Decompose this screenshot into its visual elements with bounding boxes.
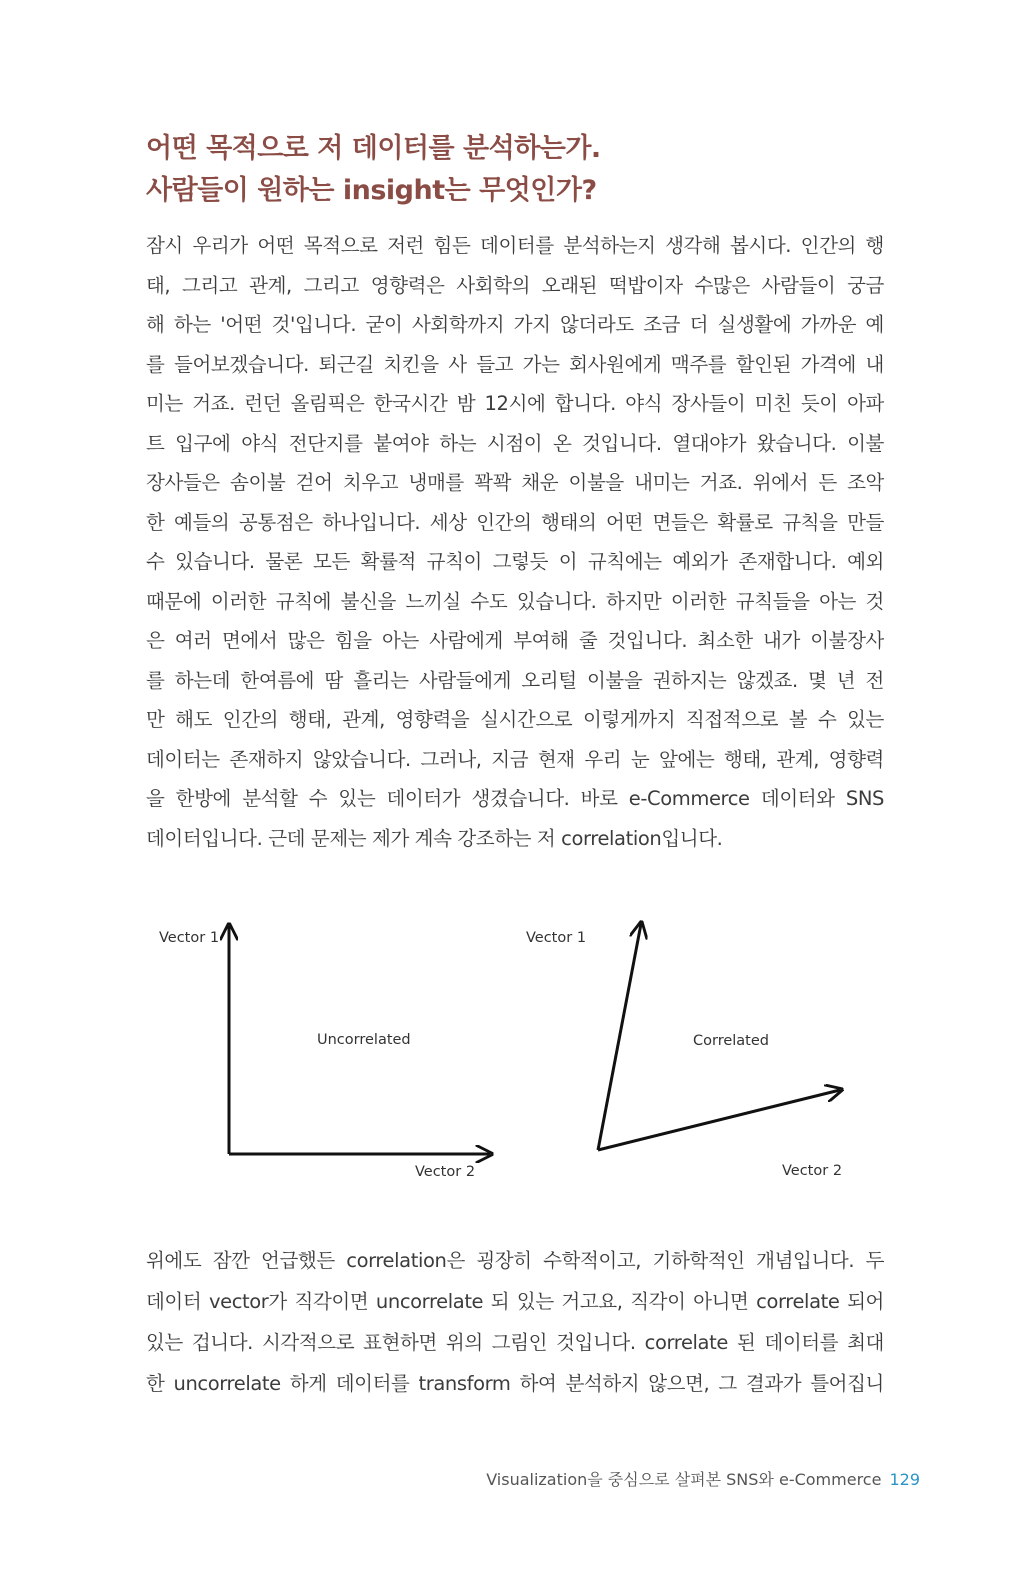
correlated-label: Correlated: [693, 1033, 769, 1049]
body-paragraph-2: [146, 1240, 884, 1404]
paragraph-line: 데이터입니다. 근데 문제는 제가 계속 강조하는 저 correlation입니다.: [146, 826, 723, 850]
uncorrelated-diagram: [159, 926, 490, 1180]
paragraph-line: 미는 거죠. 런던 올림픽은 한국시간 밤 12시에 합니다. 야식 장사들이 미친 듯이 아파: [146, 392, 884, 415]
page-number: 129: [889, 1470, 920, 1489]
paragraph-line: 태, 그리고 관계, 그리고 영향력은 사회학의 오래된 떡밥이자 수많은 사람들이 궁금: [146, 273, 884, 297]
paragraph-line: 한 예들의 공통점은 하나입니다. 세상 인간의 행태의 어떤 면들은 확률로 규칙을 만들: [146, 510, 884, 534]
paragraph-line: 를 하는데 한여름에 땀 흘리는 사람들에게 오리털 이불을 권하지는 않겠죠. 몇 년 전: [146, 668, 884, 692]
right-vector-1-label: Vector 1: [526, 930, 587, 946]
paragraph-line: 한 uncorrelate 하게 데이터를 transform 하여 분석하지 않으면, 그 결과가 틀어집니: [146, 1372, 884, 1395]
paragraph-line: 은 여러 면에서 많은 힘을 아는 사람에게 부여해 줄 것입니다. 최소한 내가 이불장사: [146, 629, 884, 652]
paragraph-line: 트 입구에 야식 전단지를 붙여야 하는 시점이 온 것입니다. 열대야가 왔습니다. 이불: [146, 431, 884, 455]
right-vector-1-arrow: [598, 924, 641, 1150]
paragraph-line: 해 하는 '어떤 것'입니다. 굳이 사회학까지 가지 않더라도 조금 더 실생활에 가까운 예: [146, 313, 884, 336]
body-paragraph-1: [146, 226, 884, 858]
paragraph-line: 수 있습니다. 물론 모든 확률적 규칙이 그렇듯 이 규칙에는 예외가 존재합니다. 예외: [146, 550, 884, 573]
paragraph-line: 장사들은 솜이불 걷어 치우고 냉매를 꽉꽉 채운 이불을 내미는 거죠. 위에서 든 조악: [146, 471, 884, 494]
footer-book-title: Visualization을 중심으로 살펴본 SNS와 e-Commerce: [486, 1470, 882, 1489]
heading-line-1: 어떤 목적으로 저 데이터를 분석하는가.: [146, 133, 601, 164]
paragraph-line: 데이터는 존재하지 않았습니다. 그러나, 지금 현재 우리 눈 앞에는 행태, 관계, 영향력: [146, 747, 884, 771]
section-heading: [146, 128, 906, 212]
paragraph-line: 때문에 이러한 규칙에 불신을 느끼실 수도 있습니다. 하지만 이러한 규칙들을 아는 것: [146, 589, 884, 613]
page-footer: [380, 1467, 920, 1491]
left-vector-1-label: Vector 1: [159, 930, 220, 946]
paragraph-line: 있는 겁니다. 시각적으로 표현하면 위의 그림인 것입니다. correlate 된 데이터를 최대: [146, 1331, 884, 1354]
paragraph-line: 잠시 우리가 어떤 목적으로 저런 힘든 데이터를 분석하는지 생각해 봅시다. 인간의 행: [146, 234, 884, 257]
paragraph-line: 위에도 잠깐 언급했든 correlation은 굉장히 수학적이고, 기하학적인 개념입니다. 두: [146, 1249, 884, 1272]
correlation-figure: [150, 910, 870, 1200]
right-vector-2-label: Vector 2: [782, 1163, 843, 1179]
paragraph-line: 을 한방에 분석할 수 있는 데이터가 생겼습니다. 바로 e-Commerce 데이터와 SNS: [146, 787, 884, 810]
paragraph-line: 데이터 vector가 직각이면 uncorrelate 되 있는 거고요, 직각이 아니면 correlate 되어: [146, 1290, 884, 1313]
left-vector-2-label: Vector 2: [415, 1164, 476, 1180]
paragraph-line: 만 해도 인간의 행태, 관계, 영향력을 실시간으로 이렇게까지 직접적으로 볼 수 있는: [146, 708, 884, 731]
paragraph-line: 를 들어보겠습니다. 퇴근길 치킨을 사 들고 가는 회사원에게 맥주를 할인된 가격에 내: [146, 352, 884, 376]
right-vector-2-arrow: [598, 1090, 840, 1150]
uncorrelated-label: Uncorrelated: [317, 1032, 411, 1048]
heading-line-2: 사람들이 원하는 insight는 무엇인가?: [146, 175, 597, 206]
correlated-diagram: [526, 924, 842, 1179]
